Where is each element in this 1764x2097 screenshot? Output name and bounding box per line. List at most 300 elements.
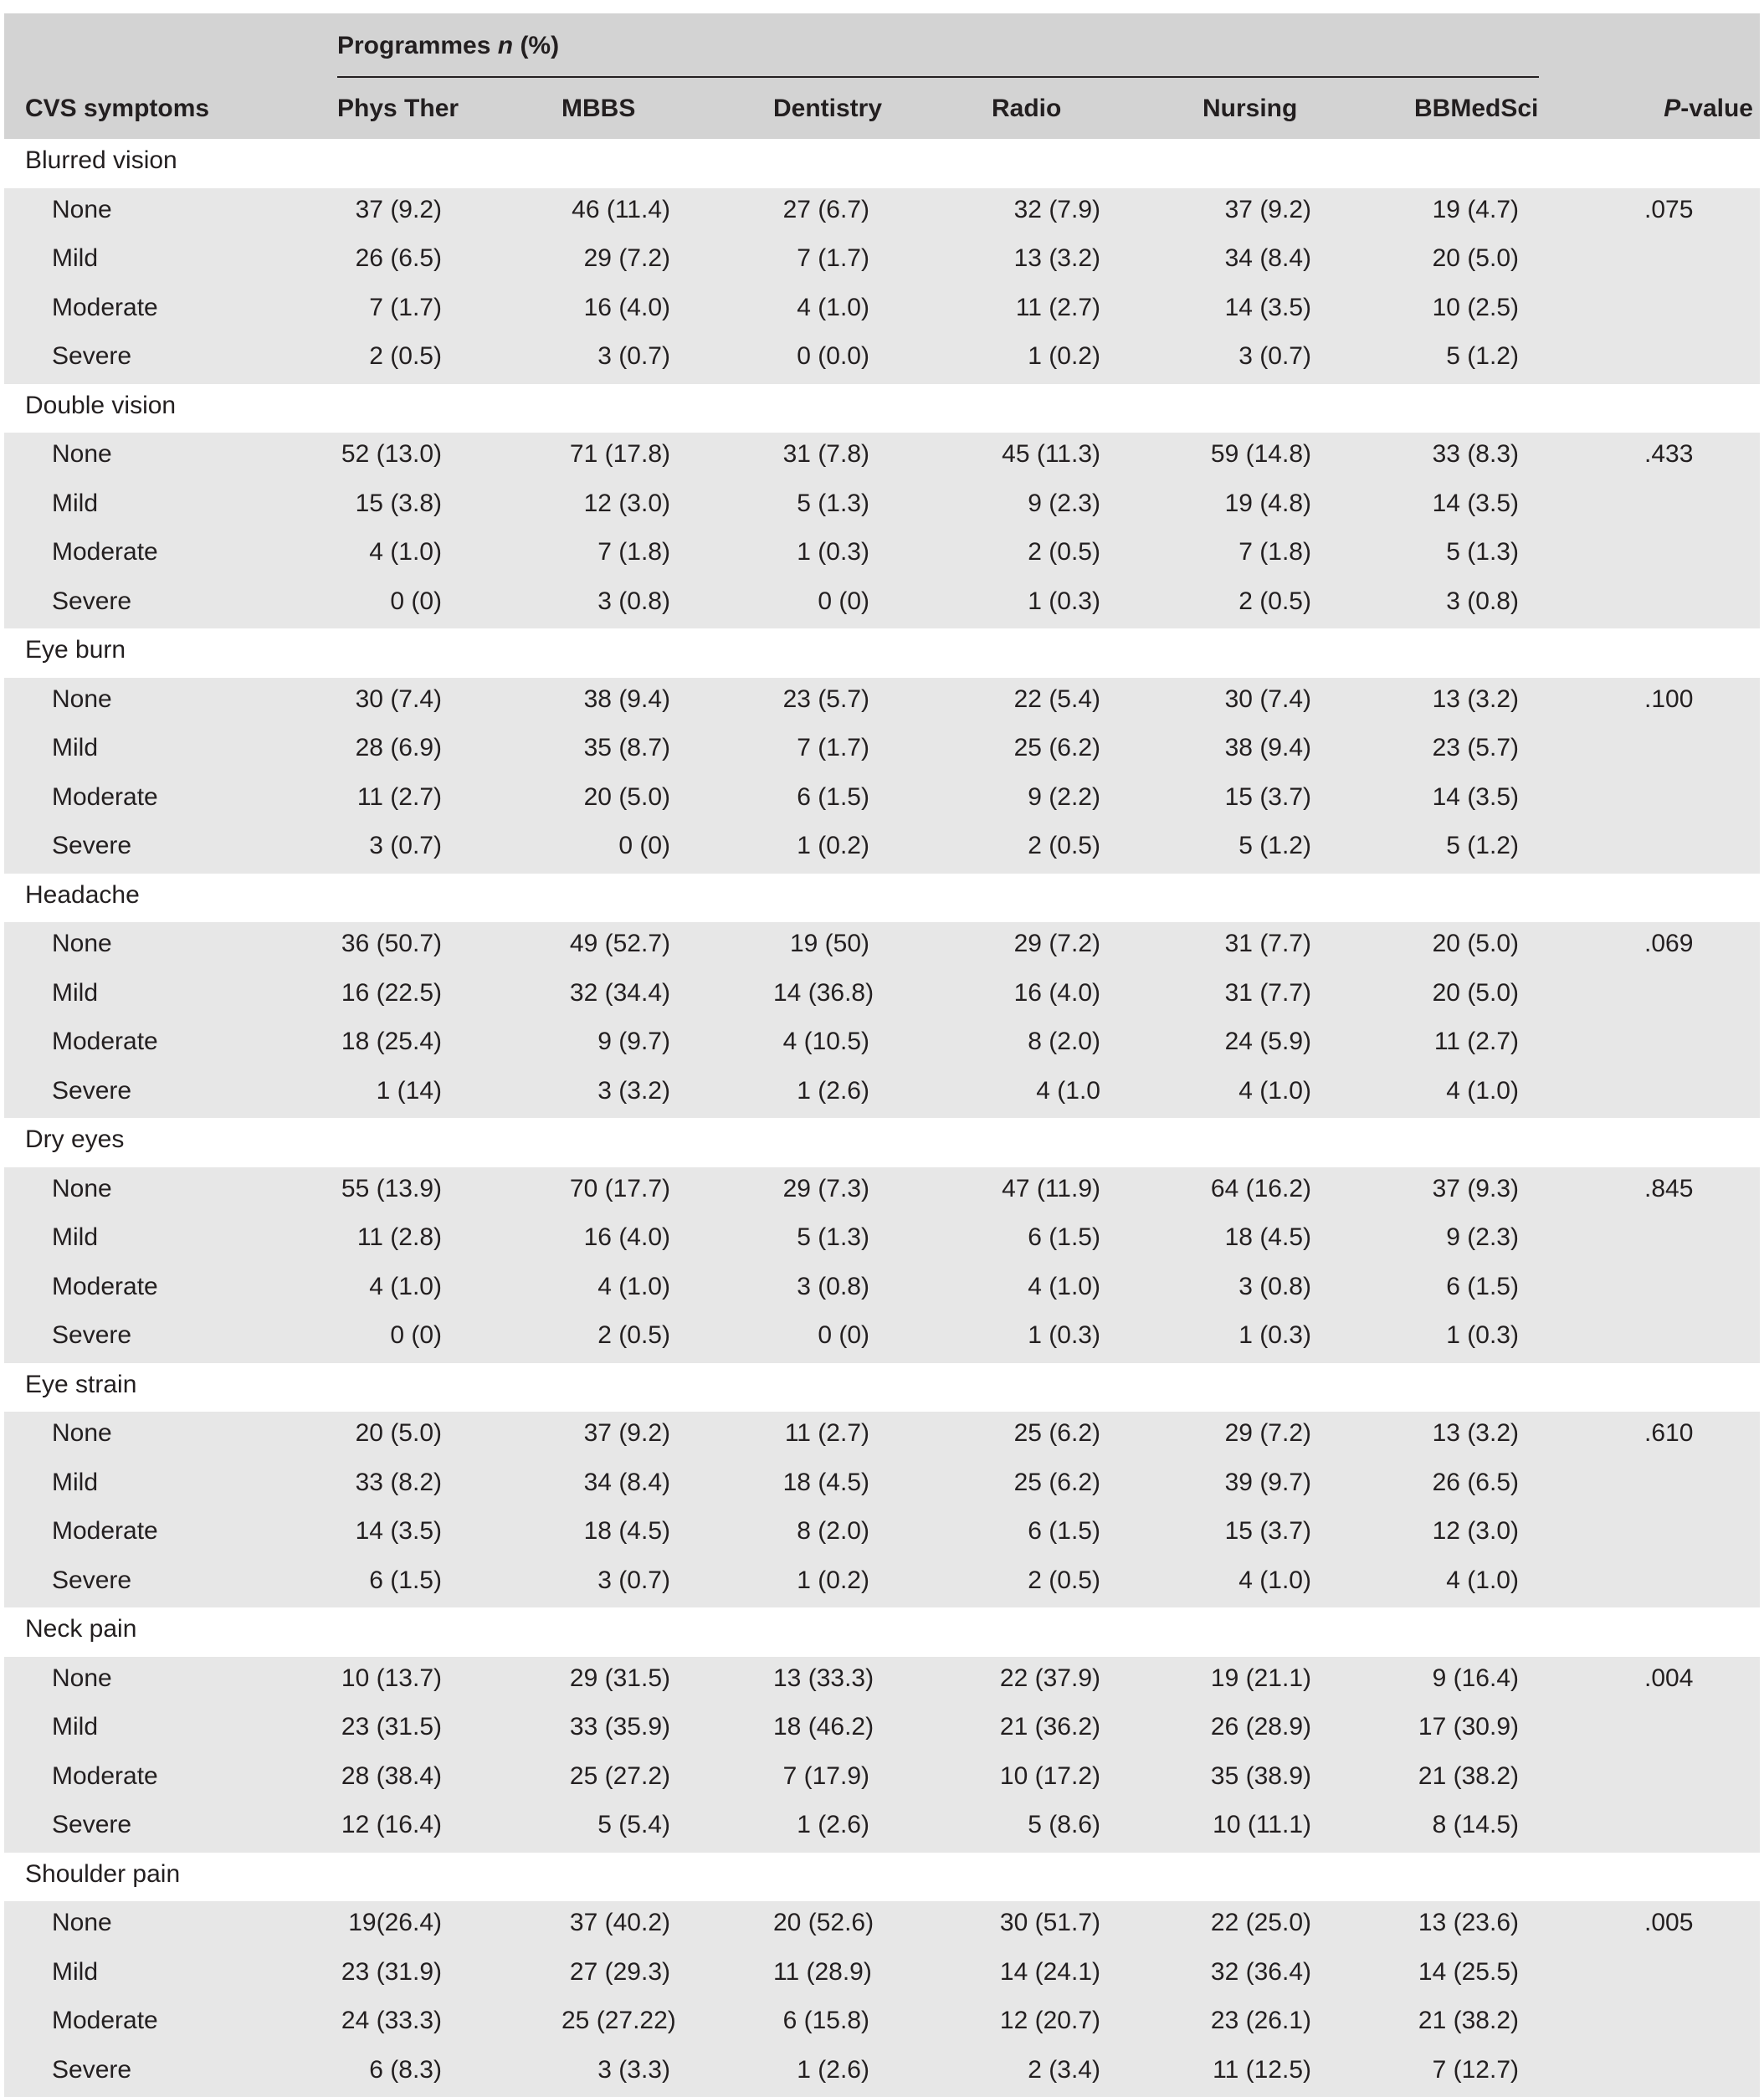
table-cell-radio: 5 (8.6): [992, 1811, 1100, 1839]
table-cell-nursing: 31 (7.7): [1202, 979, 1311, 1007]
table-cell-dentistry: 1 (0.3): [773, 538, 869, 567]
severity-label: Severe: [52, 832, 131, 860]
severity-label: None: [52, 1419, 112, 1448]
table-row: [4, 2048, 1760, 2097]
table-cell-bbmedsci: 4 (1.0): [1414, 1566, 1519, 1595]
symptom-name: Double vision: [25, 392, 176, 420]
table-row: [4, 1167, 1760, 1217]
column-header-nursing: Nursing: [1202, 95, 1297, 123]
table-cell-bbmedsci: 13 (3.2): [1414, 685, 1519, 714]
group-heading-n: n: [498, 32, 513, 59]
table-cell-nursing: 11 (12.5): [1202, 2056, 1311, 2084]
table-cell-radio: 32 (7.9): [992, 196, 1100, 224]
table-cell-dentistry: 7 (17.9): [773, 1762, 869, 1791]
severity-label: Moderate: [52, 1517, 158, 1546]
table-cell-mbbs: 3 (3.2): [562, 1077, 670, 1105]
table-cell-dentistry: 7 (1.7): [773, 244, 869, 273]
table-cell-phys-ther: 3 (0.7): [337, 832, 442, 860]
severity-label: None: [52, 685, 112, 714]
table-cell-bbmedsci: 21 (38.2): [1414, 1762, 1519, 1791]
table-row: [4, 1461, 1760, 1510]
table-cell-radio: 6 (1.5): [992, 1517, 1100, 1546]
p-value-cell: .100: [1644, 685, 1693, 714]
table-cell-bbmedsci: 20 (5.0): [1414, 930, 1519, 958]
table-cell-bbmedsci: 4 (1.0): [1414, 1077, 1519, 1105]
table-cell-radio: 2 (0.5): [992, 832, 1100, 860]
p-value-suffix: -value: [1680, 95, 1753, 122]
table-cell-dentistry: 8 (2.0): [773, 1517, 869, 1546]
table-cell-phys-ther: 1 (14): [337, 1077, 442, 1105]
table-cell-phys-ther: 2 (0.5): [337, 342, 442, 371]
table-cell-mbbs: 71 (17.8): [562, 440, 670, 469]
severity-label: Moderate: [52, 538, 158, 567]
table-cell-radio: 9 (2.3): [992, 490, 1100, 518]
table-body: [4, 139, 1760, 2097]
table-cell-mbbs: 29 (7.2): [562, 244, 670, 273]
table-row: [4, 726, 1760, 776]
severity-label: None: [52, 1909, 112, 1937]
table-cell-dentistry: 3 (0.8): [773, 1273, 869, 1301]
severity-label: Severe: [52, 2056, 131, 2084]
table-cell-dentistry: 0 (0.0): [773, 342, 869, 371]
table-cell-phys-ther: 20 (5.0): [337, 1419, 442, 1448]
table-cell-mbbs: 2 (0.5): [562, 1321, 670, 1350]
table-cell-radio: 14 (24.1): [992, 1958, 1100, 1987]
table-cell-radio: 47 (11.9): [992, 1175, 1100, 1203]
symptom-group-rows-neck-pain: [4, 1657, 1760, 1853]
table-row: [4, 1657, 1760, 1706]
table-cell-bbmedsci: 5 (1.2): [1414, 832, 1519, 860]
table-cell-nursing: 39 (9.7): [1202, 1469, 1311, 1497]
column-header-p-value: [1664, 95, 1753, 123]
table-cell-radio: 25 (6.2): [992, 1469, 1100, 1497]
table-cell-dentistry: 4 (1.0): [773, 294, 869, 322]
table-cell-mbbs: 12 (3.0): [562, 490, 670, 518]
severity-label: None: [52, 440, 112, 469]
table-cell-mbbs: 3 (0.7): [562, 342, 670, 371]
table-cell-dentistry: 29 (7.3): [773, 1175, 869, 1203]
table-cell-bbmedsci: 9 (2.3): [1414, 1223, 1519, 1252]
table-cell-radio: 8 (2.0): [992, 1028, 1100, 1056]
symptom-group-title-blurred-vision: [4, 139, 1760, 188]
table-cell-bbmedsci: 21 (38.2): [1414, 2007, 1519, 2035]
table-cell-bbmedsci: 20 (5.0): [1414, 244, 1519, 273]
table-row: [4, 1069, 1760, 1119]
table-cell-nursing: 19 (21.1): [1202, 1664, 1311, 1693]
severity-label: Mild: [52, 490, 98, 518]
table-row: [4, 335, 1760, 384]
p-value-cell: .610: [1644, 1419, 1693, 1448]
symptom-name: Shoulder pain: [25, 1860, 180, 1889]
group-heading-rule: [337, 76, 1539, 78]
severity-label: Moderate: [52, 294, 158, 322]
table-row: [4, 237, 1760, 286]
table-cell-nursing: 24 (5.9): [1202, 1028, 1311, 1056]
table-cell-radio: 16 (4.0): [992, 979, 1100, 1007]
table-cell-radio: 25 (6.2): [992, 1419, 1100, 1448]
table-cell-bbmedsci: 13 (23.6): [1414, 1909, 1519, 1937]
table-cell-mbbs: 0 (0): [562, 832, 670, 860]
severity-label: Mild: [52, 1223, 98, 1252]
table-cell-radio: 29 (7.2): [992, 930, 1100, 958]
table-cell-phys-ther: 7 (1.7): [337, 294, 442, 322]
table-cell-radio: 4 (1.0): [992, 1273, 1100, 1301]
table-row: [4, 1705, 1760, 1755]
table-cell-bbmedsci: 17 (30.9): [1414, 1713, 1519, 1741]
table-cell-nursing: 14 (3.5): [1202, 294, 1311, 322]
table-cell-bbmedsci: 14 (3.5): [1414, 783, 1519, 812]
table-row: [4, 1901, 1760, 1951]
table-cell-phys-ther: 14 (3.5): [337, 1517, 442, 1546]
severity-label: Mild: [52, 1713, 98, 1741]
table-cell-mbbs: 37 (9.2): [562, 1419, 670, 1448]
table-cell-phys-ther: 52 (13.0): [337, 440, 442, 469]
table-cell-phys-ther: 36 (50.7): [337, 930, 442, 958]
table-cell-phys-ther: 23 (31.9): [337, 1958, 442, 1987]
table-cell-phys-ther: 11 (2.7): [337, 783, 442, 812]
table-cell-mbbs: 27 (29.3): [562, 1958, 670, 1987]
table-cell-radio: 2 (3.4): [992, 2056, 1100, 2084]
symptom-name: Neck pain: [25, 1615, 136, 1643]
table-cell-nursing: 22 (25.0): [1202, 1909, 1311, 1937]
table-cell-bbmedsci: 11 (2.7): [1414, 1028, 1519, 1056]
symptom-group-title-eye-burn: [4, 628, 1760, 678]
symptom-group-rows-double-vision: [4, 433, 1760, 628]
table-row: [4, 1951, 1760, 2000]
table-cell-mbbs: 70 (17.7): [562, 1175, 670, 1203]
severity-label: Severe: [52, 1321, 131, 1350]
column-header-bbmedsci: BBMedSci: [1414, 95, 1538, 123]
table-cell-dentistry: 1 (2.6): [773, 1811, 869, 1839]
symptom-name: Eye strain: [25, 1371, 136, 1399]
table-cell-nursing: 3 (0.7): [1202, 342, 1311, 371]
table-cell-dentistry: 1 (2.6): [773, 1077, 869, 1105]
severity-label: Severe: [52, 1811, 131, 1839]
table-cell-dentistry: 1 (0.2): [773, 1566, 869, 1595]
table-cell-phys-ther: 24 (33.3): [337, 2007, 442, 2035]
table-cell-nursing: 3 (0.8): [1202, 1273, 1311, 1301]
table-cell-radio: 25 (6.2): [992, 734, 1100, 762]
table-cell-phys-ther: 18 (25.4): [337, 1028, 442, 1056]
p-value-cell: .004: [1644, 1664, 1693, 1693]
table-cell-phys-ther: 15 (3.8): [337, 490, 442, 518]
table-row: [4, 580, 1760, 629]
table-cell-dentistry: 1 (0.2): [773, 832, 869, 860]
table-cell-dentistry: 5 (1.3): [773, 1223, 869, 1252]
symptom-group-rows-shoulder-pain: [4, 1901, 1760, 2097]
symptom-group-rows-eye-burn: [4, 678, 1760, 874]
severity-label: Mild: [52, 1958, 98, 1987]
table-row: [4, 482, 1760, 531]
table-cell-bbmedsci: 10 (2.5): [1414, 294, 1519, 322]
table-cell-phys-ther: 33 (8.2): [337, 1469, 442, 1497]
symptom-group-rows-dry-eyes: [4, 1167, 1760, 1363]
table-cell-phys-ther: 0 (0): [337, 1321, 442, 1350]
table-cell-nursing: 32 (36.4): [1202, 1958, 1311, 1987]
table-cell-mbbs: 25 (27.2): [562, 1762, 670, 1791]
table-cell-dentistry: 7 (1.7): [773, 734, 869, 762]
severity-label: Severe: [52, 342, 131, 371]
table-cell-bbmedsci: 7 (12.7): [1414, 2056, 1519, 2084]
table-cell-mbbs: 37 (40.2): [562, 1909, 670, 1937]
severity-label: Moderate: [52, 1273, 158, 1301]
table-cell-nursing: 35 (38.9): [1202, 1762, 1311, 1791]
table-cell-dentistry: 23 (5.7): [773, 685, 869, 714]
group-heading-percent: (%): [520, 32, 559, 59]
severity-label: Mild: [52, 734, 98, 762]
table-cell-radio: 1 (0.3): [992, 587, 1100, 616]
symptom-group-rows-blurred-vision: [4, 188, 1760, 384]
table-cell-mbbs: 3 (0.7): [562, 1566, 670, 1595]
table-cell-mbbs: 9 (9.7): [562, 1028, 670, 1056]
table-row: [4, 1314, 1760, 1363]
table-cell-radio: 30 (51.7): [992, 1909, 1100, 1937]
table-cell-phys-ther: 37 (9.2): [337, 196, 442, 224]
severity-label: Mild: [52, 979, 98, 1007]
table-cell-mbbs: 49 (52.7): [562, 930, 670, 958]
column-header-radio: Radio: [992, 95, 1061, 123]
table-cell-nursing: 26 (28.9): [1202, 1713, 1311, 1741]
table-cell-phys-ther: 19(26.4): [337, 1909, 442, 1937]
column-header-phys-ther: Phys Ther: [337, 95, 459, 123]
symptom-group-title-headache: [4, 874, 1760, 923]
table-cell-bbmedsci: 33 (8.3): [1414, 440, 1519, 469]
table-cell-mbbs: 7 (1.8): [562, 538, 670, 567]
table-cell-nursing: 64 (16.2): [1202, 1175, 1311, 1203]
column-header-mbbs: MBBS: [562, 95, 635, 123]
table-cell-radio: 11 (2.7): [992, 294, 1100, 322]
table-cell-radio: 2 (0.5): [992, 538, 1100, 567]
column-header-dentistry: Dentistry: [773, 95, 882, 123]
severity-label: Severe: [52, 587, 131, 616]
table-cell-mbbs: 4 (1.0): [562, 1273, 670, 1301]
table-cell-mbbs: 5 (5.4): [562, 1811, 670, 1839]
table-cell-radio: 12 (20.7): [992, 2007, 1100, 2035]
table-cell-bbmedsci: 19 (4.7): [1414, 196, 1519, 224]
table-cell-dentistry: 13 (33.3): [773, 1664, 869, 1693]
table-cell-nursing: 23 (26.1): [1202, 2007, 1311, 2035]
table-cell-bbmedsci: 13 (3.2): [1414, 1419, 1519, 1448]
table-cell-bbmedsci: 3 (0.8): [1414, 587, 1519, 616]
table-cell-phys-ther: 16 (22.5): [337, 979, 442, 1007]
table-cell-dentistry: 4 (10.5): [773, 1028, 869, 1056]
table-cell-mbbs: 18 (4.5): [562, 1517, 670, 1546]
table-cell-radio: 1 (0.2): [992, 342, 1100, 371]
table-row: [4, 1265, 1760, 1315]
table-cell-dentistry: 0 (0): [773, 587, 869, 616]
table-cell-nursing: 19 (4.8): [1202, 490, 1311, 518]
table-cell-bbmedsci: 37 (9.3): [1414, 1175, 1519, 1203]
severity-label: Mild: [52, 1469, 98, 1497]
table-cell-dentistry: 19 (50): [773, 930, 869, 958]
severity-label: None: [52, 1175, 112, 1203]
table-row: [4, 824, 1760, 874]
table-row: [4, 1216, 1760, 1265]
table-row: [4, 286, 1760, 336]
table-cell-mbbs: 16 (4.0): [562, 1223, 670, 1252]
symptoms-table: [4, 13, 1760, 2097]
symptom-name: Headache: [25, 881, 140, 910]
symptom-group-rows-headache: [4, 922, 1760, 1118]
severity-label: None: [52, 930, 112, 958]
table-cell-mbbs: 3 (0.8): [562, 587, 670, 616]
table-cell-phys-ther: 26 (6.5): [337, 244, 442, 273]
column-header-symptoms: CVS symptoms: [25, 95, 209, 123]
table-cell-bbmedsci: 6 (1.5): [1414, 1273, 1519, 1301]
symptom-name: Dry eyes: [25, 1125, 124, 1154]
table-cell-mbbs: 32 (34.4): [562, 979, 670, 1007]
severity-label: Mild: [52, 244, 98, 273]
table-cell-dentistry: 20 (52.6): [773, 1909, 869, 1937]
table-cell-radio: 2 (0.5): [992, 1566, 1100, 1595]
table-cell-mbbs: 46 (11.4): [562, 196, 670, 224]
table-cell-bbmedsci: 5 (1.3): [1414, 538, 1519, 567]
table-row: [4, 1755, 1760, 1804]
table-cell-phys-ther: 6 (8.3): [337, 2056, 442, 2084]
table-cell-nursing: 10 (11.1): [1202, 1811, 1311, 1839]
table-cell-nursing: 59 (14.8): [1202, 440, 1311, 469]
table-cell-mbbs: 38 (9.4): [562, 685, 670, 714]
symptom-name: Eye burn: [25, 636, 126, 664]
table-cell-bbmedsci: 9 (16.4): [1414, 1664, 1519, 1693]
table-cell-dentistry: 6 (15.8): [773, 2007, 869, 2035]
table-cell-nursing: 29 (7.2): [1202, 1419, 1311, 1448]
table-cell-mbbs: 34 (8.4): [562, 1469, 670, 1497]
table-cell-mbbs: 16 (4.0): [562, 294, 670, 322]
table-row: [4, 972, 1760, 1021]
programmes-group-heading: [337, 32, 559, 60]
table-cell-phys-ther: 55 (13.9): [337, 1175, 442, 1203]
table-cell-bbmedsci: 23 (5.7): [1414, 734, 1519, 762]
table-cell-radio: 13 (3.2): [992, 244, 1100, 273]
table-cell-phys-ther: 11 (2.8): [337, 1223, 442, 1252]
table-cell-nursing: 15 (3.7): [1202, 1517, 1311, 1546]
table-cell-radio: 21 (36.2): [992, 1713, 1100, 1741]
table-row: [4, 776, 1760, 825]
table-row: [4, 1559, 1760, 1608]
severity-label: Severe: [52, 1566, 131, 1595]
table-row: [4, 1412, 1760, 1461]
table-row: [4, 188, 1760, 238]
table-cell-radio: 9 (2.2): [992, 783, 1100, 812]
table-cell-radio: 1 (0.3): [992, 1321, 1100, 1350]
table-cell-dentistry: 0 (0): [773, 1321, 869, 1350]
table-cell-dentistry: 1 (2.6): [773, 2056, 869, 2084]
table-cell-dentistry: 31 (7.8): [773, 440, 869, 469]
table-cell-phys-ther: 30 (7.4): [337, 685, 442, 714]
table-cell-nursing: 34 (8.4): [1202, 244, 1311, 273]
severity-label: Moderate: [52, 2007, 158, 2035]
table-cell-radio: 4 (1.0: [992, 1077, 1100, 1105]
table-cell-phys-ther: 4 (1.0): [337, 538, 442, 567]
p-value-cell: .075: [1644, 196, 1693, 224]
symptom-group-title-shoulder-pain: [4, 1853, 1760, 1902]
table-row: [4, 1803, 1760, 1853]
table-cell-nursing: 2 (0.5): [1202, 587, 1311, 616]
table-cell-nursing: 1 (0.3): [1202, 1321, 1311, 1350]
table-cell-bbmedsci: 12 (3.0): [1414, 1517, 1519, 1546]
p-value-cell: .069: [1644, 930, 1693, 958]
table-cell-phys-ther: 10 (13.7): [337, 1664, 442, 1693]
symptom-group-title-neck-pain: [4, 1607, 1760, 1657]
table-cell-nursing: 15 (3.7): [1202, 783, 1311, 812]
table-cell-dentistry: 6 (1.5): [773, 783, 869, 812]
table-cell-nursing: 4 (1.0): [1202, 1566, 1311, 1595]
table-cell-nursing: 4 (1.0): [1202, 1077, 1311, 1105]
table-cell-phys-ther: 4 (1.0): [337, 1273, 442, 1301]
table-row: [4, 433, 1760, 482]
table-cell-phys-ther: 6 (1.5): [337, 1566, 442, 1595]
table-cell-phys-ther: 23 (31.5): [337, 1713, 442, 1741]
table-cell-phys-ther: 0 (0): [337, 587, 442, 616]
table-cell-radio: 45 (11.3): [992, 440, 1100, 469]
table-row: [4, 1999, 1760, 2048]
table-header: [4, 13, 1760, 139]
severity-label: None: [52, 196, 112, 224]
symptom-group-title-dry-eyes: [4, 1118, 1760, 1167]
symptom-group-title-double-vision: [4, 384, 1760, 433]
table-cell-phys-ther: 28 (6.9): [337, 734, 442, 762]
table-cell-nursing: 30 (7.4): [1202, 685, 1311, 714]
table-cell-bbmedsci: 26 (6.5): [1414, 1469, 1519, 1497]
severity-label: Moderate: [52, 783, 158, 812]
table-cell-bbmedsci: 5 (1.2): [1414, 342, 1519, 371]
table-cell-dentistry: 5 (1.3): [773, 490, 869, 518]
table-row: [4, 1510, 1760, 1559]
table-cell-nursing: 31 (7.7): [1202, 930, 1311, 958]
symptom-group-rows-eye-strain: [4, 1412, 1760, 1607]
p-value-cell: .845: [1644, 1175, 1693, 1203]
table-cell-radio: 6 (1.5): [992, 1223, 1100, 1252]
table-cell-dentistry: 18 (4.5): [773, 1469, 869, 1497]
table-cell-bbmedsci: 1 (0.3): [1414, 1321, 1519, 1350]
table-cell-phys-ther: 28 (38.4): [337, 1762, 442, 1791]
p-value-cell: .005: [1644, 1909, 1693, 1937]
table-cell-bbmedsci: 8 (14.5): [1414, 1811, 1519, 1839]
severity-label: Moderate: [52, 1762, 158, 1791]
table-row: [4, 531, 1760, 580]
severity-label: Moderate: [52, 1028, 158, 1056]
p-value-italic: P: [1664, 95, 1680, 122]
symptom-group-title-eye-strain: [4, 1363, 1760, 1413]
severity-label: None: [52, 1664, 112, 1693]
table-cell-radio: 22 (37.9): [992, 1664, 1100, 1693]
p-value-cell: .433: [1644, 440, 1693, 469]
table-cell-nursing: 5 (1.2): [1202, 832, 1311, 860]
table-cell-dentistry: 14 (36.8): [773, 979, 869, 1007]
table-cell-mbbs: 3 (3.3): [562, 2056, 670, 2084]
table-cell-phys-ther: 12 (16.4): [337, 1811, 442, 1839]
table-cell-radio: 10 (17.2): [992, 1762, 1100, 1791]
table-cell-dentistry: 11 (28.9): [773, 1958, 869, 1987]
table-cell-dentistry: 27 (6.7): [773, 196, 869, 224]
table-cell-dentistry: 18 (46.2): [773, 1713, 869, 1741]
table-cell-nursing: 38 (9.4): [1202, 734, 1311, 762]
table-cell-bbmedsci: 20 (5.0): [1414, 979, 1519, 1007]
table-row: [4, 922, 1760, 972]
table-cell-mbbs: 25 (27.22): [562, 2007, 670, 2035]
table-cell-dentistry: 11 (2.7): [773, 1419, 869, 1448]
severity-label: Severe: [52, 1077, 131, 1105]
table-cell-bbmedsci: 14 (3.5): [1414, 490, 1519, 518]
table-cell-mbbs: 29 (31.5): [562, 1664, 670, 1693]
table-cell-mbbs: 35 (8.7): [562, 734, 670, 762]
table-row: [4, 678, 1760, 727]
table-cell-mbbs: 33 (35.9): [562, 1713, 670, 1741]
table-cell-nursing: 18 (4.5): [1202, 1223, 1311, 1252]
group-heading-text: Programmes: [337, 32, 490, 59]
table-cell-nursing: 37 (9.2): [1202, 196, 1311, 224]
